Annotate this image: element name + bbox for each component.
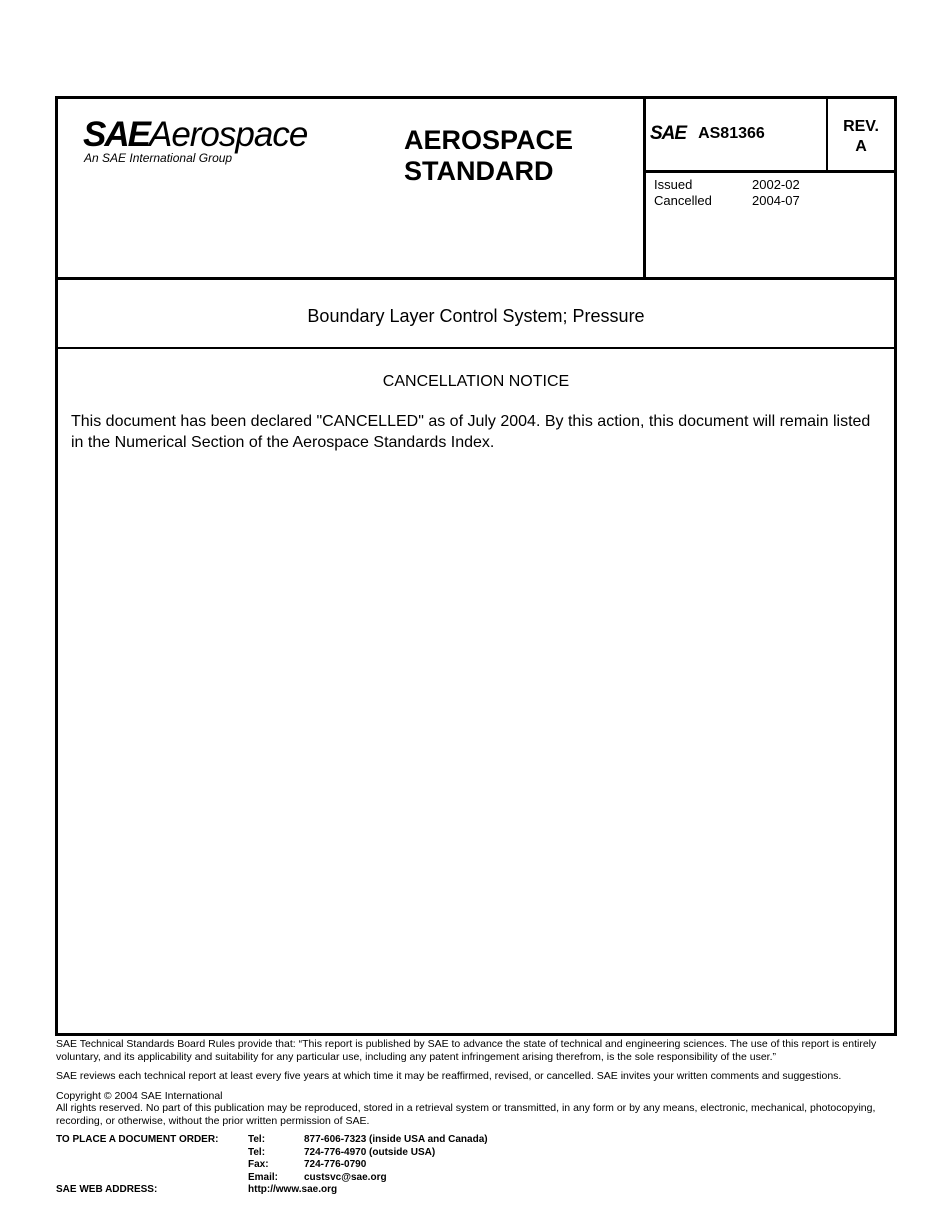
sae-small-logo: SAE — [650, 123, 687, 144]
document-frame — [55, 96, 897, 1036]
issued-value: 2002-02 — [752, 177, 800, 192]
revision-block — [828, 117, 894, 157]
standard-line1: AEROSPACE — [404, 125, 574, 155]
sae-aerospace-logo — [83, 115, 307, 165]
footer-rules: SAE Technical Standards Board Rules provide that: “This report is published by SAE to advance the state of technical and engineering sciences. The use of this report is entirely voluntary, and its applicability and suitability for any particular use, including any patent infringement arising therefrom, is the sole responsibility of the user.” — [56, 1038, 877, 1063]
contact-key: Tel: — [248, 1134, 266, 1145]
docno-divider — [643, 170, 894, 173]
contact-value: 724-776-4970 (outside USA) — [304, 1146, 436, 1158]
notice-body: This document has been declared "CANCELLED" as of July 2004. By this action, this document will remain listed in the Numerical Section of the Aerospace Standards Index. — [71, 413, 871, 451]
footer-rights: All rights reserved. No part of this publication may be reproduced, stored in a retrieval system or transmitted, in any form or by any means, electronic, mechanical, photocopying, recording, or otherwise, without the prior written permission of SAE. — [56, 1102, 876, 1127]
header-divider — [58, 277, 894, 280]
cancelled-row — [654, 193, 800, 209]
rev-label: REV. — [843, 118, 879, 135]
standard-line2: STANDARD — [404, 156, 554, 186]
notice-heading: CANCELLATION NOTICE — [382, 373, 570, 390]
contact-key: Email: — [248, 1171, 279, 1183]
date-block — [654, 177, 800, 209]
contact-key: Fax: — [248, 1159, 269, 1171]
issued-row — [654, 177, 800, 193]
logo-word: Aerospace — [148, 115, 308, 154]
contact-key: Tel: — [248, 1146, 266, 1158]
cancelled-label: Cancelled — [654, 193, 712, 208]
logo-tagline: An SAE International Group — [84, 151, 233, 165]
rev-value: A — [855, 138, 867, 155]
contact-value: 724-776-0790 — [304, 1159, 367, 1171]
web-address-link[interactable]: http://www.sae.org — [248, 1184, 338, 1196]
cancelled-value: 2004-07 — [752, 193, 800, 208]
document-title: Boundary Layer Control System; Pressure — [307, 306, 645, 326]
standard-type-title — [404, 125, 573, 187]
footer-copyright: Copyright © 2004 SAE International — [56, 1089, 223, 1102]
contact-value: 877-606-7323 (inside USA and Canada) — [304, 1134, 488, 1145]
document-number-block — [650, 123, 765, 145]
footer-review: SAE reviews each technical report at least every five years at which time it may be reaffirmed, revised, or cancelled. SAE invites your written comments and suggestions. — [56, 1070, 842, 1082]
email-link[interactable]: custsvc@sae.org — [304, 1171, 387, 1183]
logo-brand: SAE — [83, 115, 149, 154]
web-label: SAE WEB ADDRESS: — [56, 1184, 158, 1196]
footer-text — [56, 1038, 906, 1134]
header-column-divider — [643, 99, 646, 277]
title-divider — [58, 347, 894, 349]
issued-label: Issued — [654, 177, 693, 192]
footer-copyright-block — [56, 1090, 906, 1128]
order-label: TO PLACE A DOCUMENT ORDER: — [56, 1134, 219, 1145]
document-number: AS81366 — [698, 125, 765, 142]
